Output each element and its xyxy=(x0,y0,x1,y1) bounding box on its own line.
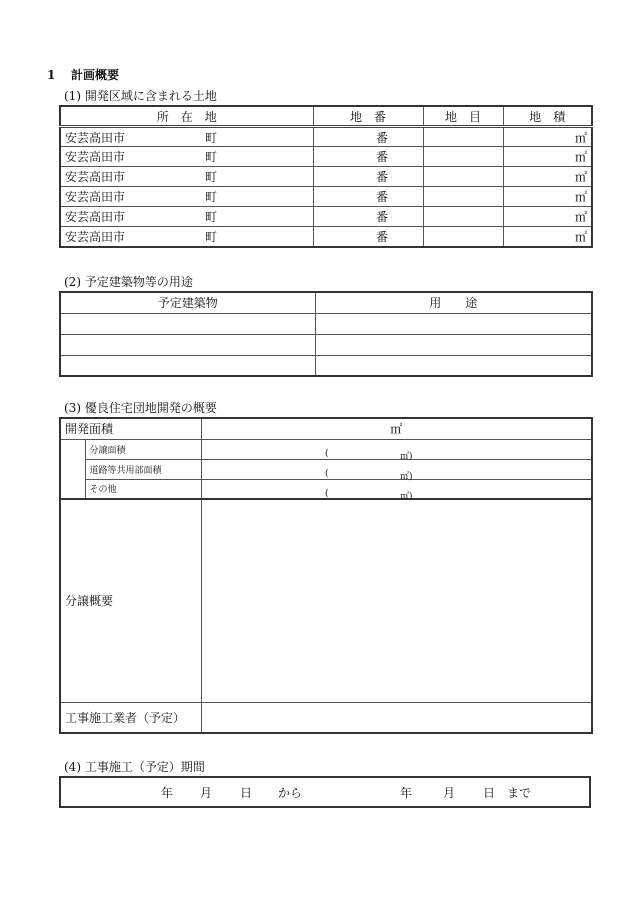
lot-suffix: 番 xyxy=(375,130,388,145)
open-paren: ( xyxy=(325,488,329,499)
use-cell[interactable] xyxy=(315,313,592,334)
header-building: 予定建築物 xyxy=(60,292,315,313)
summary-row xyxy=(60,499,592,702)
area-cell[interactable] xyxy=(503,227,592,247)
building-cell[interactable] xyxy=(60,355,315,376)
land-row xyxy=(60,227,592,247)
category-cell[interactable] xyxy=(423,127,503,147)
building-cell[interactable] xyxy=(60,313,315,334)
section-number: 1 xyxy=(47,68,56,82)
area-unit: ㎡ xyxy=(574,210,587,224)
lot-cell[interactable] xyxy=(313,147,423,167)
category-cell[interactable] xyxy=(423,187,503,207)
town-suffix: 町 xyxy=(205,130,218,145)
town-suffix: 町 xyxy=(205,210,218,224)
subarea-row xyxy=(60,439,592,459)
area-cell[interactable] xyxy=(503,167,592,187)
contractor-row xyxy=(60,702,592,733)
lot-suffix: 番 xyxy=(375,229,388,244)
lot-cell[interactable] xyxy=(313,187,423,207)
town-suffix: 町 xyxy=(205,170,218,184)
lot-suffix: 番 xyxy=(375,190,388,204)
buildings-row xyxy=(60,334,592,355)
lot-suffix: 番 xyxy=(375,170,388,184)
area-unit: ㎡ xyxy=(574,190,587,204)
town-suffix: 町 xyxy=(205,150,218,164)
lot-cell[interactable] xyxy=(313,127,423,147)
subarea-label: 分譲面積 xyxy=(85,439,201,459)
location-cell[interactable] xyxy=(60,227,313,247)
contractor-cell[interactable] xyxy=(201,702,592,733)
area-cell[interactable] xyxy=(503,147,592,167)
use-cell[interactable] xyxy=(315,334,592,355)
use-cell[interactable] xyxy=(315,355,592,376)
category-cell[interactable] xyxy=(423,227,503,247)
category-cell[interactable] xyxy=(423,207,503,227)
land-row xyxy=(60,187,592,207)
area-cell[interactable] xyxy=(503,187,592,207)
location-cell[interactable] xyxy=(60,147,313,167)
building-cell[interactable] xyxy=(60,334,315,355)
location-cell[interactable] xyxy=(60,167,313,187)
land-row xyxy=(60,127,592,147)
area-unit: ㎡ xyxy=(574,229,587,244)
end-month: 月 xyxy=(443,786,456,800)
subarea-row xyxy=(60,459,592,479)
buildings-row xyxy=(60,355,592,376)
category-cell[interactable] xyxy=(423,147,503,167)
open-paren: ( xyxy=(325,449,329,459)
city-name: 安芸高田市 xyxy=(65,190,126,204)
land-row xyxy=(60,167,592,187)
start-day: 日 xyxy=(240,786,253,800)
header-area: 地 積 xyxy=(503,106,592,127)
period-box[interactable] xyxy=(59,776,591,808)
subarea-label: 道路等共用部面積 xyxy=(85,459,201,479)
area-row xyxy=(60,418,592,439)
area-unit: ㎡ xyxy=(574,150,587,164)
city-name: 安芸高田市 xyxy=(65,229,126,244)
city-name: 安芸高田市 xyxy=(65,150,126,164)
development-heading: (3) 優良住宅団地開発の概要 xyxy=(64,401,217,415)
lot-cell[interactable] xyxy=(313,227,423,247)
start-month: 月 xyxy=(200,786,213,800)
start-suffix: から xyxy=(278,786,303,800)
land-heading: (1) 開発区域に含まれる土地 xyxy=(64,89,217,103)
area-unit: ㎡ xyxy=(574,170,587,184)
contractor-label: 工事施工業者（予定） xyxy=(60,702,201,733)
section-title xyxy=(47,66,119,83)
header-category: 地 目 xyxy=(423,106,503,127)
location-cell[interactable] xyxy=(60,187,313,207)
subarea-unit: ㎡) xyxy=(400,491,413,502)
end-year: 年 xyxy=(400,786,413,800)
buildings-heading: (2) 予定建築物等の用途 xyxy=(64,275,193,289)
location-cell[interactable] xyxy=(60,127,313,147)
city-name: 安芸高田市 xyxy=(65,130,126,145)
subarea-unit: ㎡) xyxy=(400,472,413,482)
land-row xyxy=(60,207,592,227)
development-table xyxy=(59,417,593,734)
town-suffix: 町 xyxy=(205,229,218,244)
city-name: 安芸高田市 xyxy=(65,170,126,184)
lot-cell[interactable] xyxy=(313,167,423,187)
header-use: 用 途 xyxy=(315,292,592,313)
land-header-row xyxy=(60,106,592,127)
buildings-row xyxy=(60,313,592,334)
category-cell[interactable] xyxy=(423,167,503,187)
subarea-label: その他 xyxy=(85,479,201,499)
area-cell[interactable] xyxy=(503,127,592,147)
end-suffix: まで xyxy=(507,786,532,800)
end-day: 日 xyxy=(483,786,496,800)
header-location: 所 在 地 xyxy=(60,106,313,127)
section-title-text: 計画概要 xyxy=(71,68,120,82)
subarea-unit: ㎡) xyxy=(400,452,413,462)
subarea-value-cell[interactable] xyxy=(201,439,592,462)
subarea-value-cell[interactable] xyxy=(201,479,592,502)
land-table xyxy=(59,105,593,248)
summary-label: 分譲概要 xyxy=(60,499,201,702)
area-cell[interactable] xyxy=(503,207,592,227)
area-label: 開発面積 xyxy=(60,418,201,439)
area-value-cell[interactable] xyxy=(201,418,592,439)
open-paren: ( xyxy=(325,469,329,479)
land-row xyxy=(60,147,592,167)
lot-suffix: 番 xyxy=(375,150,388,164)
location-cell[interactable] xyxy=(60,207,313,227)
summary-cell[interactable] xyxy=(201,499,592,702)
indent-cell xyxy=(60,439,85,499)
start-year: 年 xyxy=(161,786,174,800)
subarea-row xyxy=(60,479,592,499)
period-heading: (4) 工事施工（予定）期間 xyxy=(64,760,205,774)
lot-suffix: 番 xyxy=(375,210,388,224)
town-suffix: 町 xyxy=(205,190,218,204)
city-name: 安芸高田市 xyxy=(65,210,126,224)
lot-cell[interactable] xyxy=(313,207,423,227)
buildings-table xyxy=(59,291,593,377)
header-lot: 地 番 xyxy=(313,106,423,127)
area-unit: ㎡ xyxy=(390,422,403,437)
buildings-header-row xyxy=(60,292,592,313)
area-unit: ㎡ xyxy=(574,130,587,145)
subarea-value-cell[interactable] xyxy=(201,459,592,482)
